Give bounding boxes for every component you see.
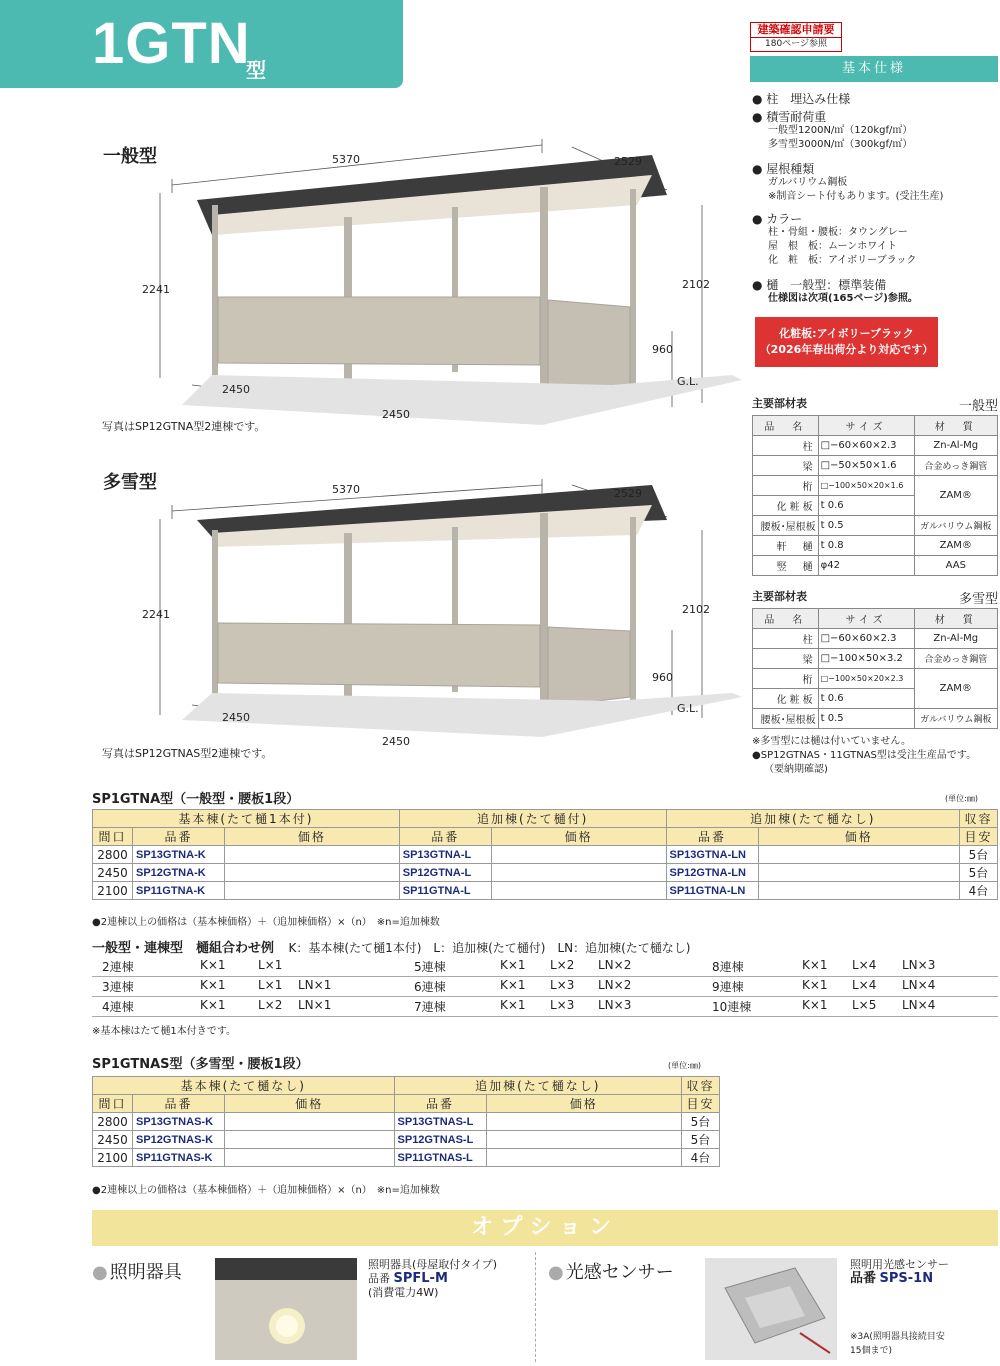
combo-cell: 9連棟 [712, 980, 744, 994]
cell [758, 864, 960, 882]
col-header: 品 名 [753, 609, 819, 629]
cell: 5台 [960, 846, 998, 864]
combo-cell: K×1 [500, 978, 526, 992]
dim-gl: G.L. [677, 375, 699, 388]
cell: 5台 [960, 864, 998, 882]
cell: 2100 [93, 1149, 133, 1167]
cell [225, 1131, 395, 1149]
cell: 2800 [93, 846, 133, 864]
sensor-photo [705, 1258, 837, 1360]
spec-item-pillar [752, 92, 1000, 106]
table-row [93, 1149, 720, 1167]
cell: □−100×50×3.2 [818, 649, 914, 669]
parts-title: 主要部材表 [752, 397, 807, 410]
cell [225, 1113, 395, 1131]
option-light-heading: ● 照明器具 [92, 1258, 182, 1284]
cell [758, 882, 960, 900]
photo-snow-caption: 写真はSP12GTNAS型2連棟です。 [102, 747, 273, 760]
table-row [753, 436, 998, 456]
cell: 腰板･屋根板 [753, 709, 819, 729]
table-row [753, 536, 998, 556]
light-name: 照明器具(母屋取付タイプ) [368, 1258, 498, 1271]
table-row [753, 669, 998, 689]
col-header: 間口 [93, 828, 133, 846]
cell: □−100×50×20×1.6 [818, 476, 914, 496]
combo-cell: LN×2 [598, 958, 632, 972]
spec-line: ガルバリウム鋼板 [768, 177, 848, 188]
group-header: 基本棟(たて樋1本付) [93, 810, 400, 828]
group-header: 追加棟(たて樋なし) [394, 1077, 681, 1095]
spec-line: 柱・骨組・腰板：タウングレー [768, 227, 908, 238]
cell: 軒 樋 [753, 536, 819, 556]
cell: SP13GTNAS-L [394, 1113, 486, 1131]
col-header: 材 質 [914, 416, 997, 436]
dim-depth: 2529 [614, 155, 642, 168]
spec-item-roof [752, 162, 1000, 204]
col-header: 価格 [225, 828, 400, 846]
combo-cell: 3連棟 [102, 980, 134, 994]
table-row [753, 476, 998, 496]
combo-cell: LN×2 [598, 978, 632, 992]
combo-cell: K×1 [500, 998, 526, 1012]
dim-left-height: 2241 [142, 283, 170, 296]
note-line: （要納期確認) [764, 764, 828, 775]
cell: SP13GTNA-L [399, 846, 491, 864]
cell: Zn-Al-Mg [914, 436, 997, 456]
combo-cell: 6連棟 [414, 980, 446, 994]
group-header: 基本棟(たて樋なし) [93, 1077, 395, 1095]
option-divider [535, 1252, 536, 1362]
combo-cell: L×1 [258, 978, 283, 992]
dim-panel-height: 960 [652, 671, 673, 684]
combo-cell: K×1 [802, 978, 828, 992]
cell: t 0.5 [818, 516, 914, 536]
dim-span: 2450 [382, 408, 410, 421]
combo-cell: L×2 [550, 958, 575, 972]
cell: 桁 [753, 669, 819, 689]
table-row [93, 882, 998, 900]
table-a [92, 809, 998, 900]
cell: SP11GTNA-LN [666, 882, 758, 900]
col-header: 品番 [666, 828, 758, 846]
cell: SP13GTNAS-K [133, 1113, 225, 1131]
combo-cell: 7連棟 [414, 1000, 446, 1014]
cell: 2450 [93, 1131, 133, 1149]
light-product-number: SPFL-M [393, 1271, 448, 1286]
table-a-note: ●2連棟以上の価格は（基本棟価格）＋（追加棟価格）×（n） ※n=追加棟数 [92, 917, 440, 928]
combo-cell: L×3 [550, 978, 575, 992]
sensor-info [850, 1258, 1000, 1358]
table-row [753, 556, 998, 576]
cell: 竪 樋 [753, 556, 819, 576]
carport-snow-illustration [92, 475, 742, 745]
col-header: サイズ [818, 609, 914, 629]
cell: 腰板･屋根板 [753, 516, 819, 536]
dim-panel-height: 960 [652, 343, 673, 356]
combo-cell: L×4 [852, 958, 877, 972]
col-header: 価格 [486, 1095, 681, 1113]
combo-cell: K×1 [200, 978, 226, 992]
table-row [93, 864, 998, 882]
cell: 梁 [753, 456, 819, 476]
cell: 梁 [753, 649, 819, 669]
table-b [92, 1076, 720, 1167]
col-header: 品番 [394, 1095, 486, 1113]
combo-cell: LN×3 [902, 958, 936, 972]
spec-line: 化 粧 板：アイボリーブラック [768, 255, 917, 266]
cell: 柱 [753, 629, 819, 649]
cell: 2800 [93, 1113, 133, 1131]
group-header: 追加棟(たて樋付) [399, 810, 666, 828]
parts-type: 多雪型 [958, 592, 998, 607]
combo-cell: K×1 [200, 958, 226, 972]
cell: 柱 [753, 436, 819, 456]
note-line: ●SP12GTNAS・11GTNAS型は受注生産品です。 [752, 750, 977, 761]
cell: ガルバリウム鋼板 [914, 709, 997, 729]
col-header: 価格 [491, 828, 666, 846]
col-header: 価格 [225, 1095, 395, 1113]
cell: ガルバリウム鋼板 [914, 516, 997, 536]
combo-cell: 8連棟 [712, 960, 744, 974]
spec-head: ● 樋 一般型：標準装備 [752, 278, 1000, 292]
table-row [753, 709, 998, 729]
combo-cell: LN×1 [298, 978, 332, 992]
spec-head: ● 積雪耐荷重 [752, 110, 1000, 124]
cell: SP11GTNA-L [399, 882, 491, 900]
dim-span: 2450 [382, 735, 410, 745]
sensor-pn-label: 品番 [850, 1271, 877, 1286]
cell: 桁 [753, 476, 819, 496]
table-row [93, 1113, 720, 1131]
cell [225, 846, 400, 864]
cell: φ42 [818, 556, 914, 576]
group-header: 収容 [682, 1077, 720, 1095]
col-header: 材 質 [914, 609, 997, 629]
color-change-note [755, 317, 938, 367]
cell: SP12GTNA-L [399, 864, 491, 882]
col-header: 間口 [93, 1095, 133, 1113]
spec-item-color [752, 212, 1000, 268]
sensor-product-number: SPS-1N [879, 1271, 934, 1286]
combo-cell: 10連棟 [712, 1000, 752, 1014]
group-header: 収容 [960, 810, 998, 828]
cell: SP12GTNAS-L [394, 1131, 486, 1149]
option-title: オプション [92, 1210, 998, 1246]
cell [486, 1149, 681, 1167]
table-a-title: SP1GTNA型（一般型・腰板1段） [92, 792, 300, 807]
cell: ZAM® [914, 669, 997, 709]
cell: t 0.8 [818, 536, 914, 556]
cell: 化粧板 [753, 689, 819, 709]
col-header: 品 名 [753, 416, 819, 436]
cell: 5台 [682, 1113, 720, 1131]
cell [758, 846, 960, 864]
cell: t 0.6 [818, 689, 914, 709]
combo-cell: L×2 [258, 998, 283, 1012]
table-row [753, 649, 998, 669]
combo-note: ※基本棟はたて樋1本付きです。 [92, 1026, 236, 1037]
photo-snow-title: 多雪型 [103, 472, 157, 493]
combo-cell: LN×4 [902, 998, 936, 1012]
spec-head: ● 柱 埋込み仕様 [752, 92, 1000, 106]
col-header: 品番 [133, 828, 225, 846]
combo-cell: K×1 [802, 998, 828, 1012]
cell [225, 882, 400, 900]
parts-general-title [752, 395, 998, 413]
combo-row [92, 998, 998, 1017]
combo-row [92, 978, 998, 997]
spec-item-gutter [752, 278, 1000, 306]
combo-cell: LN×1 [298, 998, 332, 1012]
cell: □−60×60×2.3 [818, 436, 914, 456]
cell: 2100 [93, 882, 133, 900]
combo-header [92, 937, 998, 956]
cell: Zn-Al-Mg [914, 629, 997, 649]
cell: ZAM® [914, 536, 997, 556]
option-sensor-heading: ● 光感センサー [548, 1258, 674, 1284]
combo-cell: 4連棟 [102, 1000, 134, 1014]
sensor-note: 15個まで) [850, 1346, 892, 1356]
spec-line: ※制音シート付もあります。(受注生産) [768, 191, 944, 202]
combo-cell: L×1 [258, 958, 283, 972]
combo-title: 一般型・連棟型 樋組合わせ例 [92, 941, 275, 956]
combo-legend: K：基本棟(たて樋1本付) L：追加棟(たて樋付) LN：追加棟(たて樋なし) [288, 941, 691, 955]
cell: SP12GTNAS-K [133, 1131, 225, 1149]
parts-table-general [752, 415, 998, 576]
combo-cell: L×4 [852, 978, 877, 992]
light-info [368, 1258, 497, 1300]
combo-cell: LN×3 [598, 998, 632, 1012]
table-a-unit: (単位:㎜) [945, 794, 978, 803]
permit-label: 建築確認申請要 [751, 23, 841, 38]
photo-general-caption: 写真はSP12GTNA型2連棟です。 [102, 420, 266, 433]
page-title: 1GTN [92, 11, 251, 76]
cell: SP11GTNAS-L [394, 1149, 486, 1167]
combo-row [92, 958, 998, 977]
combo-cell: L×3 [550, 998, 575, 1012]
cell: □−100×50×20×2.3 [818, 669, 914, 689]
combo-cell: K×1 [200, 998, 226, 1012]
cell: □−50×50×1.6 [818, 456, 914, 476]
red-note-line: 化粧板:アイボリーブラック [779, 327, 914, 340]
cell: 4台 [682, 1149, 720, 1167]
table-b-note: ●2連棟以上の価格は（基本棟価格）＋（追加棟価格）×（n） ※n=追加棟数 [92, 1185, 440, 1196]
table-row [93, 1131, 720, 1149]
dim-span: 2450 [222, 383, 250, 396]
combo-cell: 2連棟 [102, 960, 134, 974]
permit-box [750, 22, 842, 52]
group-header: 追加棟(たて樋なし) [666, 810, 960, 828]
cell: SP11GTNA-K [133, 882, 225, 900]
cell: AAS [914, 556, 997, 576]
parts-snow-notes [752, 735, 998, 777]
spec-head: ● カラー [752, 212, 1000, 226]
table-row [753, 516, 998, 536]
cell [225, 864, 400, 882]
cell: 5台 [682, 1131, 720, 1149]
light-power: (消費電力4W) [368, 1286, 439, 1299]
combo-cell: L×5 [852, 998, 877, 1012]
spec-head: ● 屋根種類 [752, 162, 1000, 176]
dim-right-height: 2102 [682, 278, 710, 291]
cell: SP13GTNA-LN [666, 846, 758, 864]
combo-cell: K×1 [802, 958, 828, 972]
sensor-name: 照明用光感センサー [850, 1258, 949, 1271]
spec-line: 屋 根 板：ムーンホワイト [768, 241, 897, 252]
table-row [753, 456, 998, 476]
dim-right-height: 2102 [682, 603, 710, 616]
spec-line: 仕様図は次項(165ページ)参照。 [768, 293, 918, 304]
combo-grid [92, 958, 998, 1020]
col-header: 品番 [133, 1095, 225, 1113]
parts-table-snow [752, 608, 998, 729]
cell [491, 882, 666, 900]
combo-cell: K×1 [500, 958, 526, 972]
cell: 合金めっき鋼管 [914, 456, 997, 476]
cell: 合金めっき鋼管 [914, 649, 997, 669]
cell [491, 864, 666, 882]
dim-span: 2450 [222, 711, 250, 724]
dim-top: 5370 [332, 483, 360, 496]
cell: SP12GTNA-LN [666, 864, 758, 882]
cell [486, 1113, 681, 1131]
col-header: 目安 [682, 1095, 720, 1113]
cell [225, 1149, 395, 1167]
red-note-line: （2026年春出荷分より対応です） [759, 343, 934, 356]
dim-top: 5370 [332, 153, 360, 166]
cell: SP11GTNAS-K [133, 1149, 225, 1167]
spec-line: 一般型1200N/㎡（120kgf/㎡） [768, 125, 913, 136]
spec-item-snow [752, 110, 1000, 152]
table-row [93, 846, 998, 864]
dim-depth: 2529 [614, 487, 642, 500]
col-header: 目安 [960, 828, 998, 846]
parts-title: 主要部材表 [752, 590, 807, 603]
note-line: ※多雪型には樋は付いていません。 [752, 736, 911, 747]
col-header: サイズ [818, 416, 914, 436]
table-b-title: SP1GTNAS型（多雪型・腰板1段） [92, 1057, 309, 1072]
cell: 化粧板 [753, 496, 819, 516]
parts-snow-title [752, 588, 998, 606]
spec-line: 多雪型3000N/㎡（300kgf/㎡） [768, 139, 913, 150]
cell: 2450 [93, 864, 133, 882]
cell: SP12GTNA-K [133, 864, 225, 882]
cell: t 0.6 [818, 496, 914, 516]
parts-type: 一般型 [958, 399, 998, 414]
photo-general-title: 一般型 [103, 146, 157, 167]
carport-general-illustration [92, 135, 742, 435]
dim-left-height: 2241 [142, 608, 170, 621]
page-title-suffix: 型 [246, 58, 266, 82]
cell: □−60×60×2.3 [818, 629, 914, 649]
col-header: 品番 [399, 828, 491, 846]
cell [486, 1131, 681, 1149]
col-header: 価格 [758, 828, 960, 846]
cell: t 0.5 [818, 709, 914, 729]
light-fixture-photo [215, 1258, 357, 1360]
cell [491, 846, 666, 864]
cell: SP13GTNA-K [133, 846, 225, 864]
cell: 4台 [960, 882, 998, 900]
permit-ref: 180ページ参照 [765, 39, 827, 49]
combo-cell: LN×4 [902, 978, 936, 992]
combo-cell: 5連棟 [414, 960, 446, 974]
table-row [753, 629, 998, 649]
table-b-unit: (単位:㎜) [668, 1061, 701, 1070]
cell: ZAM® [914, 476, 997, 516]
dim-gl: G.L. [677, 702, 699, 715]
sensor-note: ※3A(照明器具接続目安 [850, 1332, 945, 1342]
light-pn-label: 品番 [368, 1272, 390, 1285]
spec-title: 基本仕様 [750, 56, 998, 82]
